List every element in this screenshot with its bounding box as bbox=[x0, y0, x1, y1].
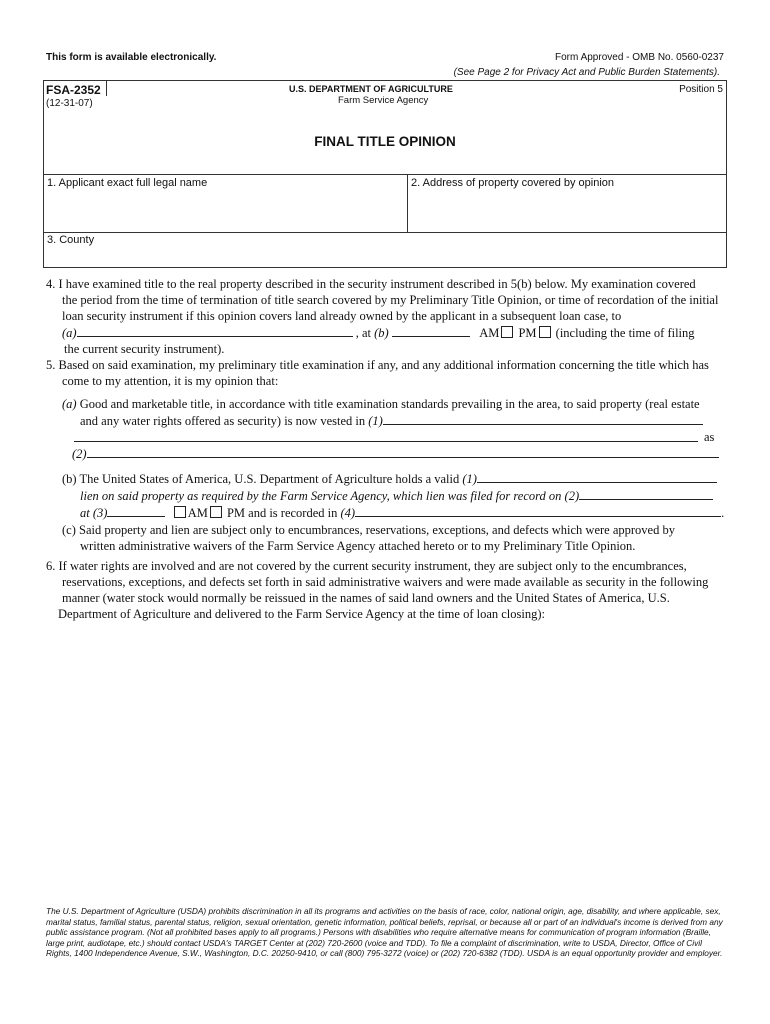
page-title: FINAL TITLE OPINION bbox=[314, 134, 456, 149]
item-4-line: 4. I have examined title to the real property described in the security instrument described in 5(b) below. My examination covered bbox=[46, 277, 696, 291]
electronic-availability-note: This form is available electronically. bbox=[46, 52, 217, 63]
item-5b-line2 bbox=[62, 487, 732, 504]
lien-type-input[interactable] bbox=[477, 470, 717, 483]
item-5-line: 5. Based on said examination, my preliminary title examination if any, and any additional information concerning the title which has bbox=[46, 358, 709, 372]
item-5a-line4 bbox=[62, 445, 732, 462]
am-checkbox[interactable] bbox=[501, 326, 513, 338]
applicant-name-label: 1. Applicant exact full legal name bbox=[47, 177, 208, 189]
item-5c-line: (c) Said property and lien are subject only to encumbrances, reservations, exceptions, and defects which were approved by bbox=[62, 523, 675, 537]
item-4-line: the period from the time of termination of title search covered by my Preliminary Title Opinion, or time of recordation of the initial bbox=[62, 293, 719, 307]
item-6 bbox=[46, 558, 736, 622]
divider bbox=[407, 174, 408, 232]
pm-label: PM bbox=[518, 326, 537, 340]
item-5a-line: (a) Good and marketable title, in accordance with title examination standards prevailing in the area, to said property (real estate bbox=[62, 397, 700, 411]
item-4-date-row bbox=[46, 324, 736, 341]
form-header-box bbox=[43, 80, 727, 268]
item-6-line: Department of Agriculture and delivered to the Farm Service Agency at the time of loan closing): bbox=[58, 607, 545, 621]
applicant-name-field[interactable] bbox=[47, 193, 402, 229]
estate-input[interactable] bbox=[87, 445, 719, 458]
property-address-field[interactable] bbox=[411, 193, 721, 229]
omb-approval: Form Approved - OMB No. 0560-0237 bbox=[555, 52, 724, 63]
item-6-line: manner (water stock would normally be reissued in the names of said land owners and the United States of America, U.S. bbox=[62, 591, 670, 605]
item-5a bbox=[62, 396, 732, 462]
county-label: 3. County bbox=[47, 234, 95, 246]
divider bbox=[44, 232, 726, 233]
am-label: AM bbox=[479, 326, 500, 340]
item-5a-text2: and any water rights offered as security) is now vested in bbox=[80, 414, 366, 428]
agency-name: Farm Service Agency bbox=[338, 95, 429, 106]
ref-4: (4) bbox=[340, 506, 356, 520]
privacy-note: (See Page 2 for Privacy Act and Public Burden Statements). bbox=[453, 67, 720, 78]
item-5b-line3 bbox=[62, 504, 732, 521]
item-4-line: the current security instrument). bbox=[64, 342, 225, 356]
item-5b bbox=[62, 470, 732, 521]
at-text: at bbox=[80, 506, 90, 520]
time-input-b[interactable] bbox=[392, 324, 470, 337]
item-5c bbox=[62, 522, 732, 554]
vested-in-input-2[interactable] bbox=[74, 429, 698, 442]
department-name: U.S. DEPARTMENT OF AGRICULTURE bbox=[289, 84, 453, 94]
ref-1: (1) bbox=[368, 414, 383, 428]
item-5a-line2 bbox=[62, 412, 732, 429]
ref-1: (1) bbox=[462, 472, 477, 486]
item-5-line: come to my attention, it is my opinion that: bbox=[62, 374, 279, 388]
item-4 bbox=[46, 276, 736, 357]
divider bbox=[106, 81, 107, 96]
filing-note: (including the time of filing bbox=[555, 326, 695, 340]
item-5b-line1 bbox=[62, 470, 732, 487]
property-address-label: 2. Address of property covered by opinion bbox=[411, 177, 615, 189]
county-field[interactable] bbox=[47, 249, 721, 265]
item-5a-text: Good and marketable title, in accordance with title examination standards prevailing in the area, to said property (real estate bbox=[79, 397, 700, 411]
nondiscrimination-statement: The U.S. Department of Agriculture (USDA) prohibits discrimination in all its programs and activities on the basis of race, color, national origin, age, disability, and where applicable, sex, marital status, familial status, parental status, religion, sexual orientation, genetic information, political beliefs, reprisal, or because all or part of an individual's income is derived from any public assistance program. (Not all prohibited bases apply to all programs.) Persons with disabilities who require alternative means for communication of program information (Braille, large print, audiotape, etc.) should contact USDA's TARGET Center at (202) 720-2600 (voice and TDD). To file a complaint of discrimination, write to USDA, Director, Office of Civil Rights, 1400 Independence Avenue, S.W., Washington, D.C. 20250-9410, or call (800) 795-3272 (voice) or (202) 720-6382 (TDD). USDA is an equal opportunity provider and employer. bbox=[46, 906, 723, 959]
position-label: Position 5 bbox=[679, 84, 723, 95]
item-6-line: reservations, exceptions, and defects set forth in said administrative waivers and were made available as security in the following bbox=[62, 575, 709, 589]
recorded-in-input[interactable] bbox=[355, 504, 721, 517]
ref-a: (a) bbox=[62, 326, 77, 340]
pm-label: PM and is recorded in bbox=[226, 506, 338, 520]
pm-checkbox[interactable] bbox=[539, 326, 551, 338]
at-text: , at bbox=[355, 326, 371, 340]
as-text: as bbox=[704, 430, 715, 444]
item-5b-text2: lien on said property as required by the Farm Service Agency, which lien was filed for record on bbox=[80, 489, 562, 503]
ref-3: (3) bbox=[92, 506, 108, 520]
pm-checkbox[interactable] bbox=[210, 506, 222, 518]
filed-date-input[interactable] bbox=[579, 487, 713, 500]
date-input-a[interactable] bbox=[77, 324, 353, 337]
ref-b: (b) bbox=[374, 326, 389, 340]
item-5c-line: written administrative waivers of the Farm Service Agency attached hereto or to my Preliminary Title Opinion. bbox=[80, 539, 636, 553]
form-number: FSA-2352 bbox=[46, 83, 101, 97]
item-5 bbox=[46, 357, 736, 389]
am-checkbox[interactable] bbox=[174, 506, 186, 518]
item-4-line: loan security instrument if this opinion covers land already owned by the applicant in a subsequent loan case, to bbox=[62, 309, 622, 323]
item-5a-line3 bbox=[62, 429, 732, 445]
ref-2: (2) bbox=[72, 447, 87, 461]
form-date: (12-31-07) bbox=[46, 98, 93, 109]
ref-2: (2) bbox=[564, 489, 580, 503]
vested-in-input[interactable] bbox=[383, 412, 703, 425]
period: . bbox=[721, 506, 725, 520]
item-6-line: 6. If water rights are involved and are not covered by the current security instrument, they are subject only to the encumbrances, bbox=[46, 559, 687, 573]
item-5b-text: (b) The United States of America, U.S. Department of Agriculture holds a valid bbox=[62, 472, 460, 486]
time-input[interactable] bbox=[107, 504, 165, 517]
divider bbox=[44, 174, 726, 175]
am-label: AM bbox=[187, 506, 208, 520]
